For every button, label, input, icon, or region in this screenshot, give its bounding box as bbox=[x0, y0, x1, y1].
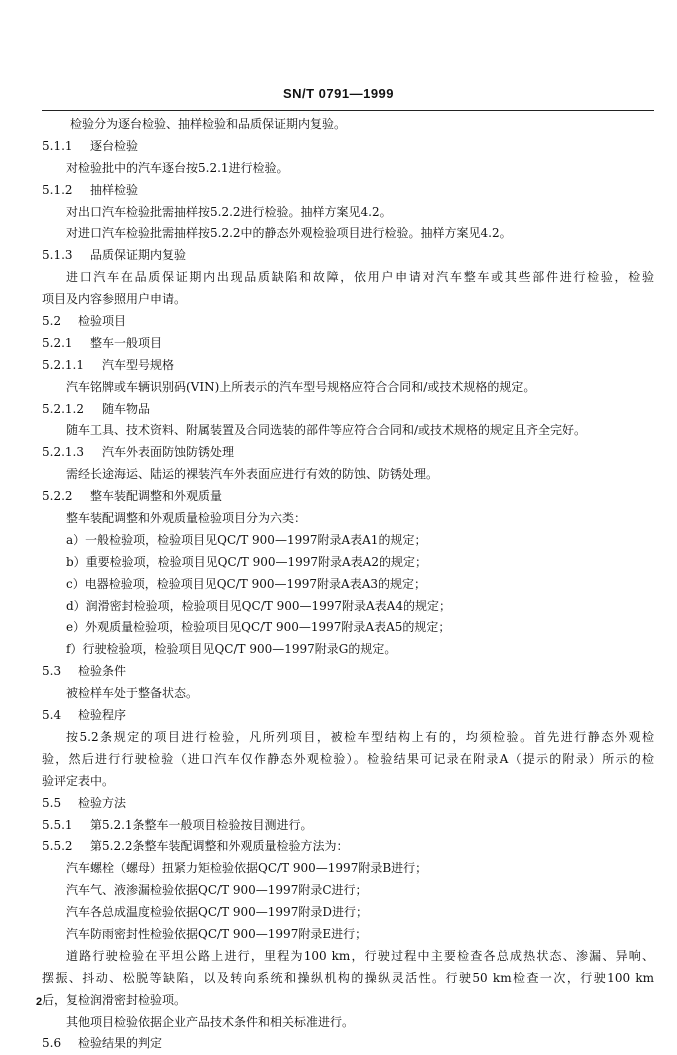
clause-title: 检验项目 bbox=[78, 314, 127, 329]
list-item-f: f）行驶检验项，检验项目见QC/T 900—1997附录G的规定。 bbox=[66, 642, 397, 657]
paragraph-line: 汽车铭牌或车辆识别码(VIN)上所表示的汽车型号规格应符合合同和/或技术规格的规定。 bbox=[66, 379, 536, 394]
clause-title: 逐台检验 bbox=[90, 138, 139, 153]
paragraph-line: 需经长途海运、陆运的裸装汽车外表面应进行有效的防蚀、防锈处理。 bbox=[66, 467, 439, 482]
clause-title: 汽车型号规格 bbox=[102, 357, 175, 372]
clause-title: 整车装配调整和外观质量 bbox=[90, 489, 223, 504]
paragraph-line: 后，复检润滑密封检验项。 bbox=[42, 992, 187, 1007]
document-body bbox=[42, 114, 654, 1055]
section-heading-5-2-1 bbox=[42, 333, 654, 355]
paragraph-line: 整车装配调整和外观质量检验项目分为六类： bbox=[66, 511, 307, 526]
list-item-d: d）润滑密封检验项，检验项目见QC/T 900—1997附录A表A4的规定； bbox=[66, 598, 451, 613]
clause-title: 抽样检验 bbox=[90, 182, 139, 197]
section-heading-5-4 bbox=[42, 705, 654, 727]
paragraph-line: 对进口汽车检验批需抽样按5.2.2中的静态外观检验项目进行检验。抽样方案见4.2。 bbox=[66, 226, 512, 241]
clause-title: 汽车外表面防蚀防锈处理 bbox=[102, 445, 235, 460]
clause-number: 5.1.2 bbox=[42, 182, 73, 197]
clause-number: 5.2 bbox=[42, 314, 62, 329]
paragraph-line: 汽车防雨密封性检验依据QC/T 900—1997附录E进行； bbox=[66, 926, 368, 941]
clause-text: 第5.2.2条整车装配调整和外观质量检验方法为： bbox=[90, 839, 349, 854]
clause-number: 5.5.1 bbox=[42, 817, 73, 832]
paragraph-line: 对出口汽车检验批需抽样按5.2.2进行检验。抽样方案见4.2。 bbox=[66, 204, 392, 219]
paragraph-line: 汽车螺栓（螺母）扭紧力矩检验依据QC/T 900—1997附录B进行； bbox=[66, 861, 428, 876]
paragraph-line: 检验分为逐台检验、抽样检验和品质保证期内复验。 bbox=[70, 117, 347, 131]
clause-number: 5.2.1 bbox=[42, 335, 73, 350]
paragraph-line: 验评定表中。 bbox=[42, 773, 115, 788]
clause-title: 检验程序 bbox=[78, 708, 127, 723]
paragraph-line: 验，然后进行行驶检验（进口汽车仅作静态外观检验）。检验结果可记录在附录A（提示的附录）所示的检 bbox=[42, 751, 654, 766]
clause-number: 5.4 bbox=[42, 708, 62, 723]
clause-number: 5.2.2 bbox=[42, 489, 73, 504]
clause-number: 5.2.1.2 bbox=[42, 401, 84, 416]
section-heading-5-1-2 bbox=[42, 180, 654, 202]
clause-number: 5.6 bbox=[42, 1036, 62, 1051]
clause-title: 检验条件 bbox=[78, 664, 127, 679]
section-heading-5-1-3 bbox=[42, 245, 654, 267]
section-heading-5-6 bbox=[42, 1033, 654, 1055]
clause-title: 整车一般项目 bbox=[90, 335, 163, 350]
clause-title: 检验方法 bbox=[78, 795, 127, 810]
paragraph-line: 汽车各总成温度检验依据QC/T 900—1997附录D进行； bbox=[66, 905, 368, 920]
header-standard-number: SN/T 0791—1999 bbox=[282, 86, 395, 101]
paragraph-line: 汽车气、液渗漏检验依据QC/T 900—1997附录C进行； bbox=[66, 883, 368, 898]
paragraph-line: 被检样车处于整备状态。 bbox=[66, 686, 199, 701]
paragraph-line: 其他项目检验依据企业产品技术条件和相关标准进行。 bbox=[66, 1014, 355, 1029]
list-item-e: e）外观质量检验项，检验项目见QC/T 900—1997附录A表A5的规定； bbox=[66, 620, 451, 635]
clause-number: 5.3 bbox=[42, 664, 62, 679]
paragraph-line: 对检验批中的汽车逐台按5.2.1进行检验。 bbox=[66, 160, 289, 175]
paragraph-line: 项目及内容参照用户申请。 bbox=[42, 292, 187, 307]
clause-number: 5.2.1.3 bbox=[42, 445, 84, 460]
section-heading-5-2 bbox=[42, 311, 654, 333]
clause-number: 5.5.2 bbox=[42, 839, 73, 854]
section-heading-5-5-2 bbox=[42, 836, 654, 858]
paragraph-line: 道路行驶检验在平坦公路上进行，里程为100 km，行驶过程中主要检查各总成热状态、渗漏、异响、 bbox=[66, 948, 654, 963]
clause-title: 随车物品 bbox=[102, 401, 151, 416]
page-number: 2 bbox=[36, 996, 43, 1008]
paragraph-line: 摆振、抖动、松脱等缺陷，以及转向系统和操纵机构的操纵灵活性。行驶50 km检查一次，行驶100 km bbox=[42, 970, 654, 985]
section-heading-5-1-1 bbox=[42, 136, 654, 158]
list-item-b: b）重要检验项，检验项目见QC/T 900—1997附录A表A2的规定； bbox=[66, 554, 427, 569]
section-heading-5-2-1-2 bbox=[42, 399, 654, 421]
list-item-c: c）电器检验项，检验项目见QC/T 900—1997附录A表A3的规定； bbox=[66, 576, 427, 591]
clause-number: 5.1.1 bbox=[42, 138, 73, 153]
list-item-a: a）一般检验项，检验项目见QC/T 900—1997附录A表A1的规定； bbox=[66, 532, 427, 547]
section-heading-5-3 bbox=[42, 661, 654, 683]
clause-number: 5.5 bbox=[42, 795, 62, 810]
header-rule bbox=[42, 110, 654, 111]
paragraph-line: 随车工具、技术资料、附属装置及合同选装的部件等应符合合同和/或技术规格的规定且齐全完好。 bbox=[66, 423, 587, 438]
clause-title: 品质保证期内复验 bbox=[90, 248, 187, 263]
section-heading-5-2-2 bbox=[42, 486, 654, 508]
paragraph-line: 按5.2条规定的项目进行检验，凡所列项目，被检车型结构上有的，均须检验。首先进行静态外观检 bbox=[66, 729, 654, 744]
clause-title: 检验结果的判定 bbox=[78, 1036, 163, 1051]
paragraph-line: 进口汽车在品质保证期内出现品质缺陷和故障，依用户申请对汽车整车或其些部件进行检验，检验 bbox=[66, 270, 654, 285]
section-heading-5-5 bbox=[42, 793, 654, 815]
clause-number: 5.2.1.1 bbox=[42, 357, 84, 372]
section-heading-5-2-1-3 bbox=[42, 442, 654, 464]
section-heading-5-5-1 bbox=[42, 815, 654, 837]
clause-text: 第5.2.1条整车一般项目检验按目测进行。 bbox=[90, 817, 313, 832]
section-heading-5-2-1-1 bbox=[42, 355, 654, 377]
clause-number: 5.1.3 bbox=[42, 248, 73, 263]
